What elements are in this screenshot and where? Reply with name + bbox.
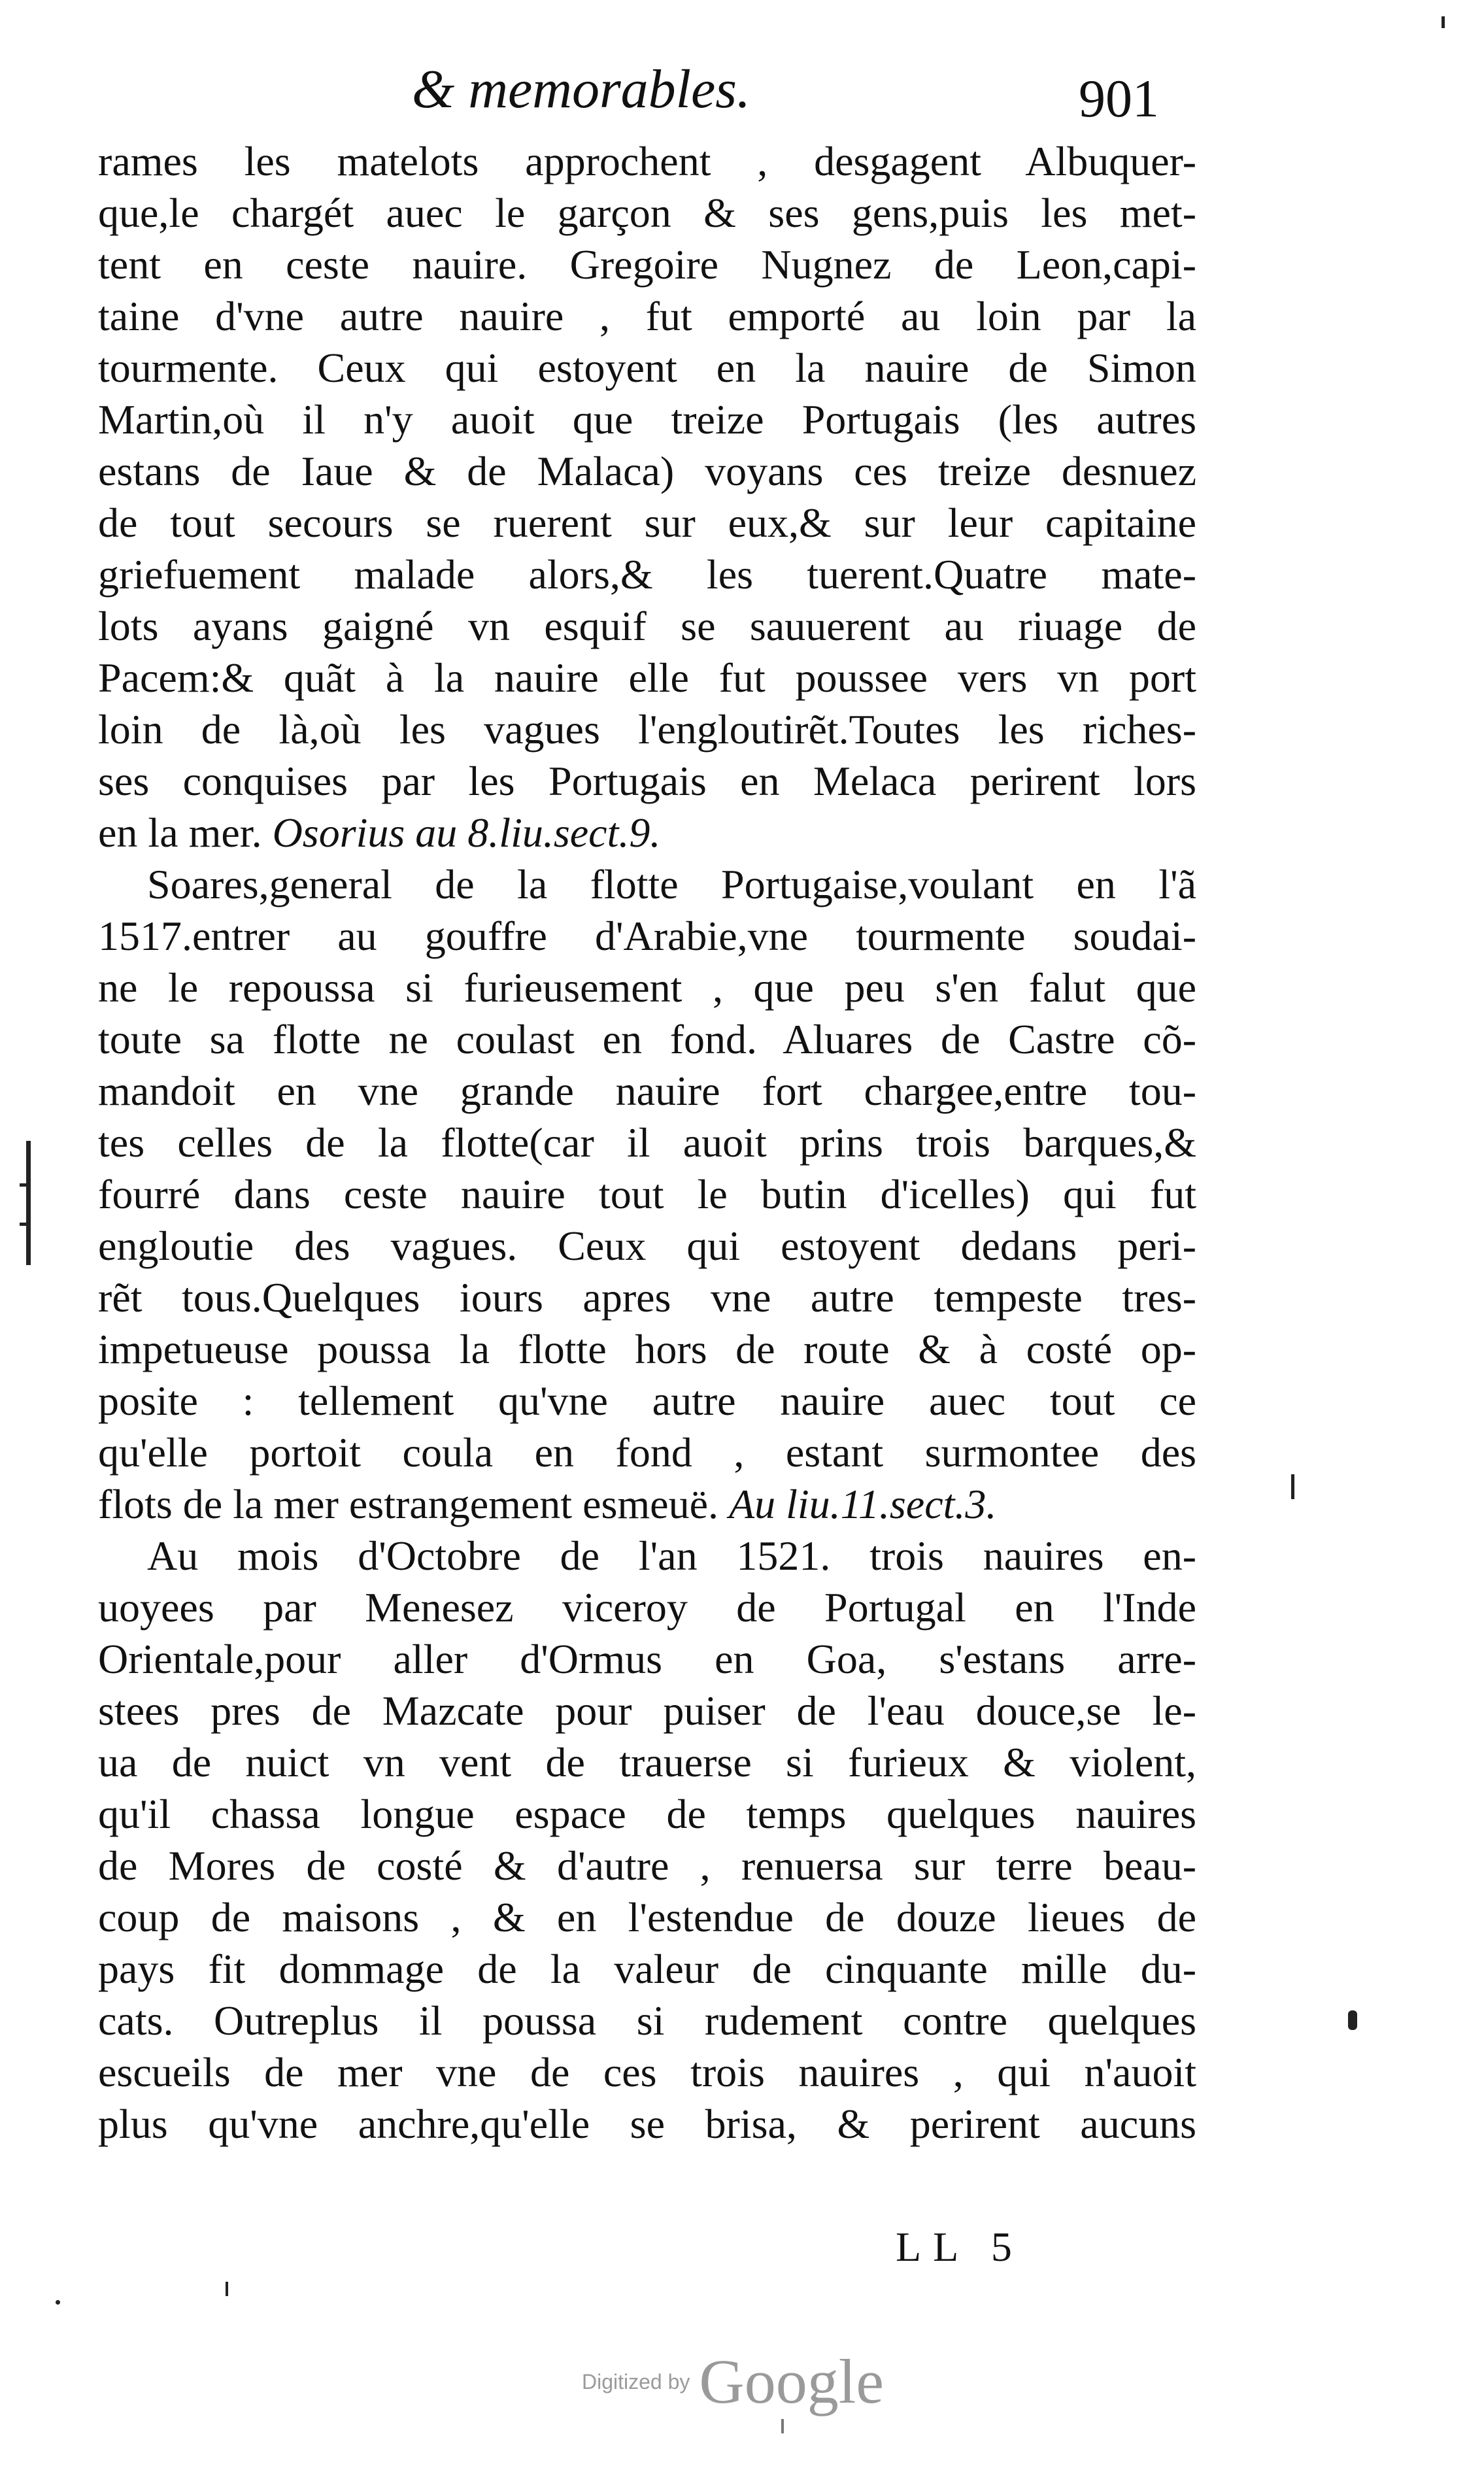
text-line: fourré dans ceste nauire tout le butin d'icelles) qui fut: [98, 1171, 1196, 1217]
text-line: ses conquises par les Portugais en Melaca perirent lors: [98, 758, 1196, 804]
text-line: tourmente. Ceux qui estoyent en la nauire de Simon: [98, 345, 1196, 391]
watermark-brand: Google: [699, 2346, 885, 2416]
text-line: rẽt tous.Quelques iours apres vne autre tempeste tres-: [98, 1274, 1196, 1321]
text-line: Pacem:& quãt à la nauire elle fut poussee vers vn port: [98, 654, 1196, 701]
text-line: impetueuse poussa la flotte hors de route & à costé op-: [98, 1326, 1196, 1372]
page-number: 901: [1079, 69, 1159, 128]
text-line: cats. Outreplus il poussa si rudement contre quelques: [98, 1997, 1196, 2044]
text-line: mandoit en vne grande nauire fort chargee,entre tou-: [98, 1068, 1196, 1114]
scan-speck: [781, 2419, 784, 2433]
text-line: pays fit dommage de la valeur de cinquante mille du-: [98, 1946, 1196, 1992]
text-line: qu'il chassa longue espace de temps quelques nauires: [98, 1791, 1196, 1837]
text-line: loin de là,où les vagues l'engloutirẽt.Toutes les riches-: [98, 706, 1196, 753]
text-line: ne le repoussa si furieusement , que peu s'en falut que: [98, 964, 1196, 1011]
text-line-with-citation: [98, 807, 1196, 858]
scan-speck: [226, 2282, 228, 2296]
text-line: estans de Iaue & de Malaca) voyans ces treize desnuez: [98, 448, 1196, 494]
text-line: escueils de mer vne de ces trois nauires , qui n'auoit: [98, 2049, 1196, 2095]
text-line: griefuement malade alors,& les tuerent.Quatre mate-: [98, 551, 1196, 598]
scan-speck: [56, 2300, 60, 2305]
text-line: Martin,où il n'y auoit que treize Portugais (les autres: [98, 396, 1196, 443]
text-line: Orientale,pour aller d'Ormus en Goa, s'estans arre-: [98, 1636, 1196, 1682]
digitized-watermark: [582, 2346, 885, 2416]
text-line: plus qu'vne anchre,qu'elle se brisa, & perirent aucuns: [98, 2101, 1196, 2147]
paragraph-start-line: Soares,general de la flotte Portugaise,voulant en l'ã: [147, 861, 1196, 907]
text-line-with-citation: [98, 1478, 1196, 1530]
margin-tick-right: [1291, 1474, 1294, 1499]
body-text: [98, 135, 1196, 2150]
running-head: & memorables.: [412, 59, 750, 120]
text-line: coup de maisons , & en l'estendue de douze lieues de: [98, 1894, 1196, 1940]
text-line: qu'elle portoit coula en fond , estant surmontee des: [98, 1429, 1196, 1476]
text-line: ua de nuict vn vent de trauerse si furieux & violent,: [98, 1739, 1196, 1785]
text-line: que,le chargét auec le garçon & ses gens,puis les met-: [98, 190, 1196, 236]
signature-mark: LL 5: [896, 2224, 1024, 2270]
text-line: engloutie des vagues. Ceux qui estoyent dedans peri-: [98, 1223, 1196, 1269]
text-line: taine d'vne autre nauire , fut emporté au loin par la: [98, 293, 1196, 339]
text-fragment: en la mer.: [98, 809, 273, 856]
text-line: stees pres de Mazcate pour puiser de l'eau douce,se le-: [98, 1687, 1196, 1734]
watermark-prefix: Digitized by: [582, 2370, 690, 2394]
text-line: de Mores de costé & d'autre , renuersa sur terre beau-: [98, 1842, 1196, 1889]
text-line: de tout secours se ruerent sur eux,& sur leur capitaine: [98, 499, 1196, 546]
text-line: tes celles de la flotte(car il auoit prins trois barques,&: [98, 1119, 1196, 1166]
citation: Osorius au 8.liu.sect.9.: [272, 809, 661, 856]
margin-bar-left: [26, 1141, 31, 1265]
margin-tick-left: [20, 1183, 30, 1187]
text-line: lots ayans gaigné vn esquif se sauuerent au riuage de: [98, 603, 1196, 649]
margin-tick-left: [20, 1223, 30, 1226]
text-line: 1517.entrer au gouffre d'Arabie,vne tourmente soudai-: [98, 913, 1196, 959]
text-line: rames les matelots approchent , desgagent Albuquer-: [98, 138, 1196, 184]
text-line: posite : tellement qu'vne autre nauire auec tout ce: [98, 1378, 1196, 1424]
text-fragment: flots de la mer estrangement esmeuë.: [98, 1481, 729, 1527]
margin-blot-right: [1348, 2010, 1357, 2030]
text-line: uoyees par Menesez viceroy de Portugal en l'Inde: [98, 1584, 1196, 1631]
corner-speck: [1442, 16, 1445, 28]
text-line: toute sa flotte ne coulast en fond. Aluares de Castre cõ-: [98, 1016, 1196, 1062]
paragraph-start-line: Au mois d'Octobre de l'an 1521. trois nauires en-: [147, 1532, 1196, 1579]
text-line: tent en ceste nauire. Gregoire Nugnez de Leon,capi-: [98, 241, 1196, 288]
citation: Au liu.11.sect.3.: [728, 1481, 997, 1527]
